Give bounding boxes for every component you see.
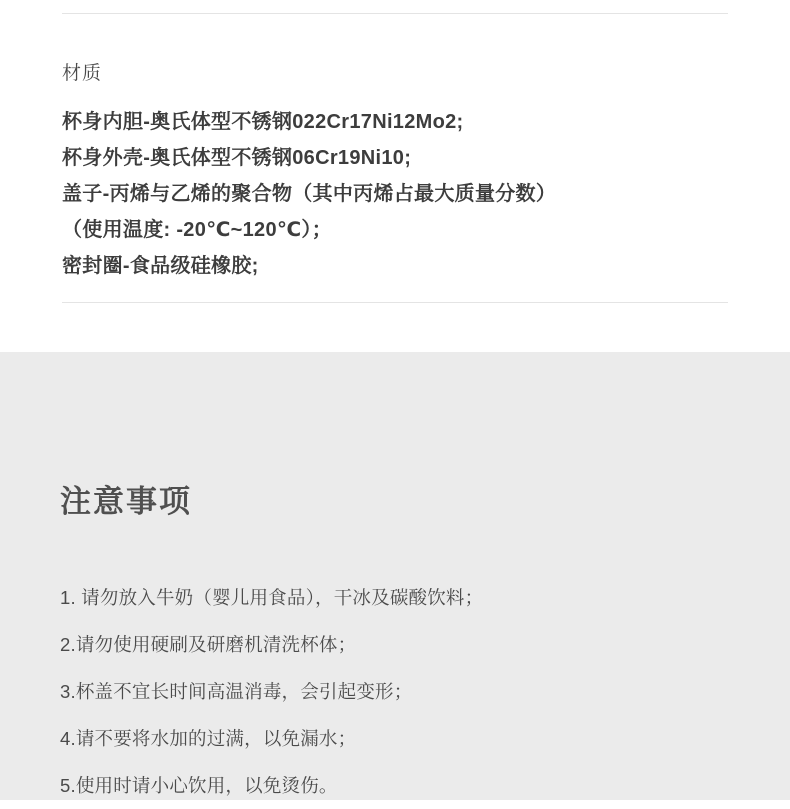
top-divider — [62, 13, 728, 14]
notice-item: 2.请勿使用硬刷及研磨机清洗杯体； — [60, 634, 357, 655]
notice-item: 4.请不要将水加的过满，以免漏水； — [60, 728, 357, 749]
notice-item: 3.杯盖不宜长时间高温消毒，会引起变形； — [60, 681, 413, 702]
notice-item-list — [60, 574, 760, 809]
material-spec-list — [62, 104, 750, 284]
material-spec-line: 盖子-丙烯与乙烯的聚合物（其中丙烯占最大质量分数） — [62, 183, 557, 205]
material-spec-line: 密封圈-食品级硅橡胶; — [62, 255, 259, 277]
notice-section — [0, 352, 790, 800]
notice-heading: 注意事项 — [60, 484, 192, 519]
bottom-divider — [62, 302, 728, 303]
material-spec-line: 杯身外壳-奥氏体型不锈钢06Cr19Ni10; — [62, 147, 412, 169]
material-spec-line: 杯身内胆-奥氏体型不锈钢022Cr17Ni12Mo2; — [62, 111, 464, 133]
material-spec-line: （使用温度: -20℃~120℃）； — [62, 219, 333, 241]
notice-item: 5.使用时请小心饮用，以免烫伤。 — [60, 775, 338, 796]
notice-item: 1. 请勿放入牛奶（婴儿用食品），干冰及碳酸饮料； — [60, 587, 484, 608]
material-heading: 材质 — [62, 63, 103, 84]
